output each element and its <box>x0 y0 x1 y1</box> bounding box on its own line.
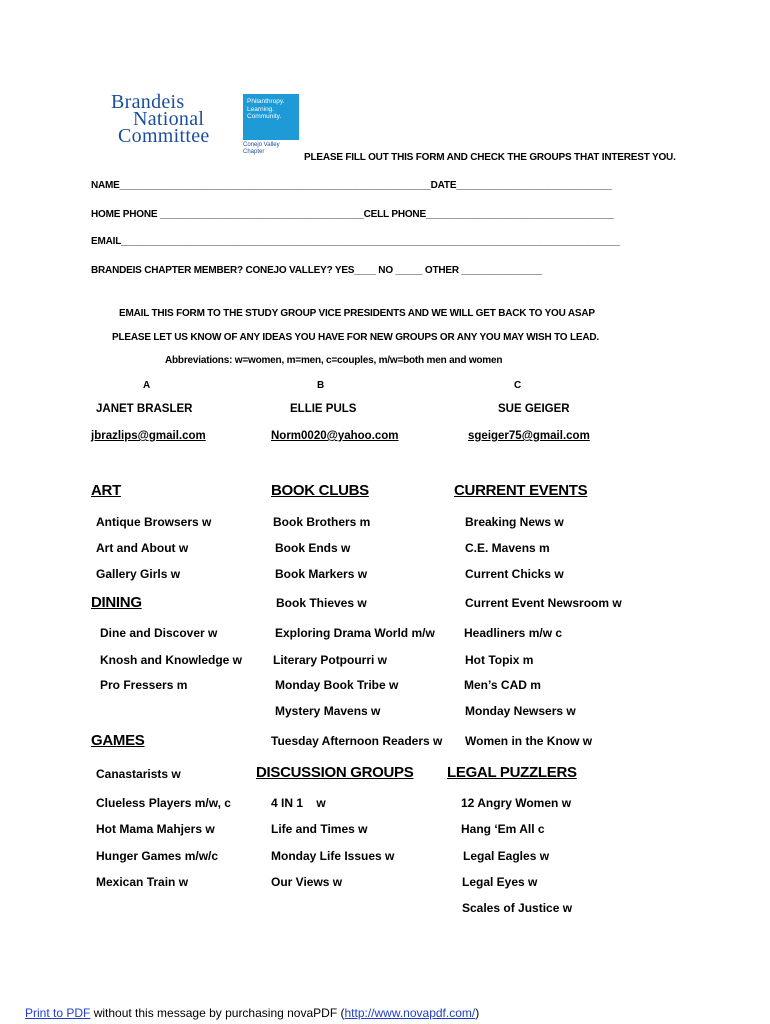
group-item[interactable]: Monday Life Issues w <box>271 849 395 863</box>
ideas-instruction: PLEASE LET US KNOW OF ANY IDEAS YOU HAVE FOR NEW GROUPS OR ANY YOU MAY WISH TO LEAD. <box>112 332 599 343</box>
group-item[interactable]: Mystery Mavens w <box>275 704 381 718</box>
logo-chapter-1: Conejo Valley <box>243 142 280 148</box>
group-item[interactable]: Monday Newsers w <box>465 704 576 718</box>
group-item[interactable]: Gallery Girls w <box>96 567 181 581</box>
contact-letter-a: A <box>143 380 151 391</box>
group-item[interactable]: Legal Eagles w <box>463 849 550 863</box>
abbreviations-note: Abbreviations: w=women, m=men, c=couples, m/w=both men and women <box>165 355 503 366</box>
group-item[interactable]: Book Thieves w <box>276 596 367 610</box>
contact-email-b[interactable]: Norm0020@yahoo.com <box>271 430 399 442</box>
print-to-pdf-link[interactable]: Print to PDF <box>25 1006 91 1020</box>
logo-box-text-2: Learning. <box>247 105 275 113</box>
group-item[interactable]: C.E. Mavens m <box>465 541 550 555</box>
group-item[interactable]: Literary Potpourri w <box>273 653 388 667</box>
group-item[interactable]: Art and About w <box>96 541 189 555</box>
group-item[interactable]: Our Views w <box>271 875 343 889</box>
group-item[interactable]: Hunger Games m/w/c <box>96 849 219 863</box>
group-item[interactable]: Antique Browsers w <box>96 515 212 529</box>
group-item[interactable]: Book Brothers m <box>273 515 371 529</box>
group-item[interactable]: Knosh and Knowledge w <box>100 653 243 667</box>
group-item[interactable]: Women in the Know w <box>465 734 593 748</box>
contact-letter-b: B <box>317 380 325 391</box>
group-item[interactable]: Hang ‘Em All c <box>461 822 545 836</box>
form-instruction: PLEASE FILL OUT THIS FORM AND CHECK THE GROUPS THAT INTEREST YOU. <box>304 152 676 163</box>
heading-legal-puzzlers: LEGAL PUZZLERS <box>447 764 577 781</box>
heading-current-events: CURRENT EVENTS <box>454 482 588 499</box>
logo-line-1: Brandeis <box>111 91 185 113</box>
group-item[interactable]: Canastarists w <box>96 767 181 781</box>
group-item[interactable]: Current Chicks w <box>465 567 564 581</box>
logo-box-text-3: Community. <box>247 113 282 120</box>
group-item[interactable]: Dine and Discover w <box>100 626 218 640</box>
group-item[interactable]: Legal Eyes w <box>462 875 538 889</box>
logo-box-text-1: Philanthropy. <box>247 98 285 105</box>
phone-field[interactable]: HOME PHONE ______________________________________CELL PHONE___________________________________ <box>91 209 614 220</box>
contact-letter-c: C <box>514 380 522 391</box>
contact-name-b: ELLIE PULS <box>290 403 357 415</box>
group-item[interactable]: 12 Angry Women w <box>461 796 572 810</box>
contact-email-a[interactable]: jbrazlips@gmail.com <box>91 430 206 442</box>
logo-line-3: Committee <box>118 125 210 147</box>
logo-chapter <box>243 142 280 156</box>
novapdf-link[interactable]: http://www.novapdf.com/ <box>344 1006 476 1020</box>
contact-name-c: SUE GEIGER <box>498 403 570 415</box>
group-item[interactable]: Book Ends w <box>275 541 351 555</box>
group-item[interactable]: Headliners m/w c <box>464 626 563 640</box>
group-item[interactable]: Tuesday Afternoon Readers w <box>271 734 443 748</box>
group-item[interactable]: Exploring Drama World m/w <box>275 626 435 640</box>
group-item[interactable]: 4 IN 1 w <box>271 796 326 810</box>
group-item[interactable]: Scales of Justice w <box>462 901 573 915</box>
logo-box <box>243 94 299 140</box>
group-item[interactable]: Monday Book Tribe w <box>275 678 399 692</box>
contact-name-a: JANET BRASLER <box>96 403 193 415</box>
group-item[interactable]: Life and Times w <box>271 822 368 836</box>
email-instruction: EMAIL THIS FORM TO THE STUDY GROUP VICE PRESIDENTS AND WE WILL GET BACK TO YOU ASAP <box>119 308 595 319</box>
heading-book-clubs: BOOK CLUBS <box>271 482 369 499</box>
name-date-field[interactable]: NAME__________________________________________________________DATE_____________________________ <box>91 180 612 191</box>
heading-discussion-groups: DISCUSSION GROUPS <box>256 764 414 781</box>
group-item[interactable]: Pro Fressers m <box>100 678 188 692</box>
group-item[interactable]: Book Markers w <box>275 567 368 581</box>
group-item[interactable]: Hot Mama Mahjers w <box>96 822 215 836</box>
heading-games: GAMES <box>91 732 145 749</box>
group-item[interactable]: Current Event Newsroom w <box>465 596 622 610</box>
footer-notice <box>25 1006 479 1020</box>
group-item[interactable]: Hot Topix m <box>465 653 534 667</box>
logo-chapter-2: Chapter <box>243 149 265 155</box>
contact-email-c[interactable]: sgeiger75@gmail.com <box>468 430 590 442</box>
email-field[interactable]: EMAIL_____________________________________________________________________________________________ <box>91 236 620 247</box>
group-item[interactable]: Mexican Train w <box>96 875 189 889</box>
heading-dining: DINING <box>91 594 142 611</box>
logo-line-2: National <box>133 108 205 130</box>
group-item[interactable]: Breaking News w <box>465 515 564 529</box>
footer-text: without this message by purchasing novaPDF ( <box>90 1006 345 1020</box>
member-question[interactable]: BRANDEIS CHAPTER MEMBER? CONEJO VALLEY? YES____ NO _____ OTHER _______________ <box>91 265 542 276</box>
heading-art: ART <box>91 482 121 499</box>
group-item[interactable]: Clueless Players m/w, c <box>96 796 231 810</box>
group-item[interactable]: Men’s CAD m <box>464 678 541 692</box>
footer-text-end: ) <box>475 1006 480 1020</box>
